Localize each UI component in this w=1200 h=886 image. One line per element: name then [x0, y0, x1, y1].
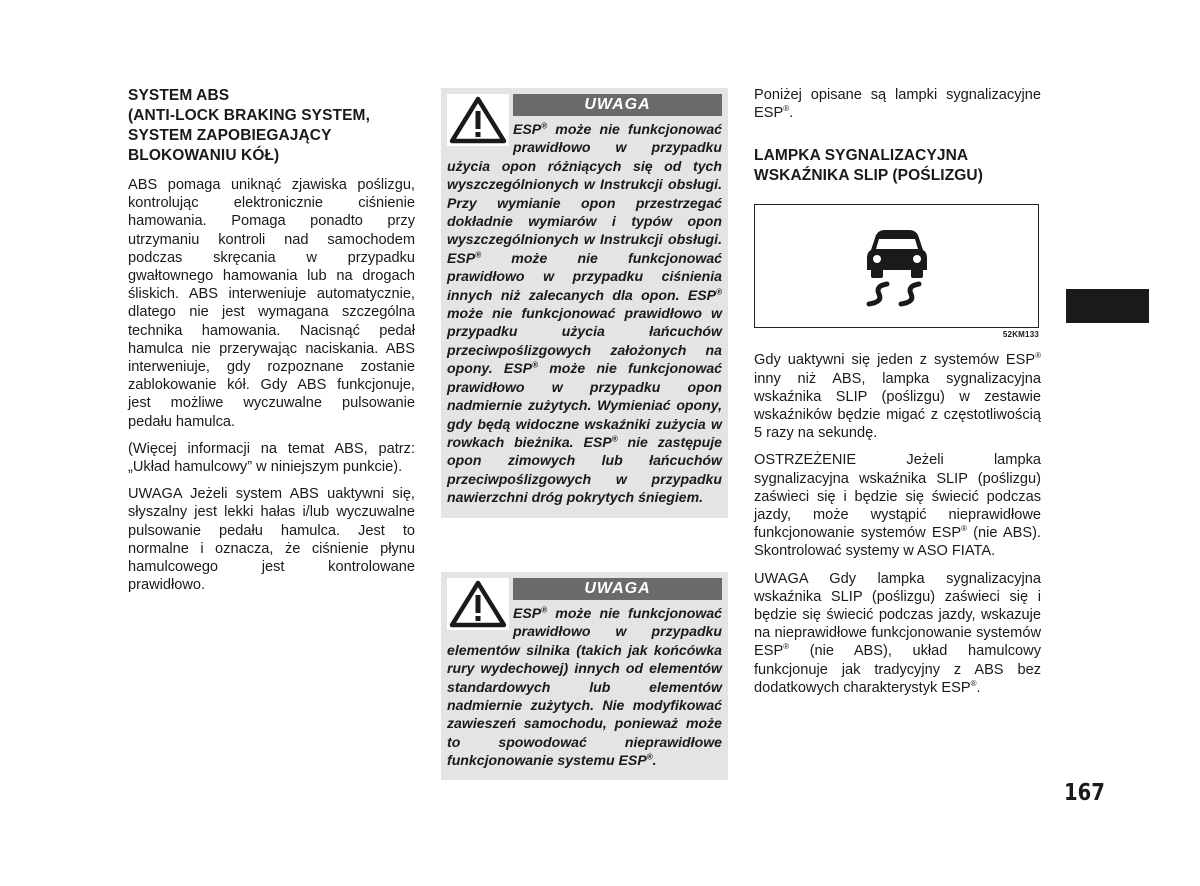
car-skid-icon	[857, 224, 937, 308]
abs-paragraph-3: UWAGA Jeżeli system ABS uaktywni się, słyszalny jest lekki hałas i/lub wyczuwalne pulsowanie pedału hamulca. Jest to normalne i oznacza, że ciśnienie płynu hamulcowego jest kontrolowane prawidłowo.	[128, 486, 415, 594]
slip-indicator-figure	[754, 204, 1039, 328]
slip-paragraph-3: UWAGA Gdy lampka sygnalizacyjna wskaźnika SLIP (poślizgu) zaświeci się i będzie się świecić podczas jazdy, wskazuje na nieprawidłowe funkcjonowanie systemów ESP® (nie ABS), układ hamulcowy funkcjonuje jak tradycyjny z ABS bez dodatkowych charakterystyk ESP®.	[754, 570, 1041, 696]
abs-paragraph-1: ABS pomaga uniknąć zjawiska poślizgu, kontrolując elektronicznie ciśnienie hamowania. Pomaga ponadto przy utrzymaniu kontroli nad samochodem podczas skręcania w przypadku gwałtownego hamowania lub na drogach śliskich. ABS interweniuje automatycznie, dlatego nie jest wymagana szczególna technika hamowania. Nacisnąć pedał hamulca nie przerywając naciskania. ABS interweniuje, gdy rozpoznane zostanie zablokowanie kół. Gdy ABS funkcjonuje, jest możliwe wyczuwalne pulsowanie pedału hamulca.	[128, 177, 415, 430]
slip-paragraph-2: OSTRZEŻENIE Jeżeli lampka sygnalizacyjna wskaźnika SLIP (poślizgu) zaświeci się i będzie się świecić podczas jazdy, może wystąpić nieprawidłowe funkcjonowanie systemów ESP® (nie ABS). Skontrolować systemy w ASO FIATA.	[754, 452, 1041, 560]
warning-text-content: ESP® może nie funkcjonować prawidłowo w przypadku elementów silnika (takich jak końcówka rury wydechowej) innych od elementów standardowych lub elementów nadmiernie zużytych. Nie modyfikować zawieszeń samochodu, ponieważ może to spowodować nieprawidłowe funkcjonowanie systemu ESP®.	[447, 605, 722, 769]
warning-title: UWAGA	[513, 578, 722, 600]
slip-heading-line: WSKAŹNIKA SLIP (POŚLIZGU)	[754, 167, 983, 185]
warning-text	[447, 604, 722, 770]
slip-heading	[754, 146, 1041, 186]
abs-heading-line: BLOKOWANIU KÓŁ)	[128, 147, 280, 164]
slip-heading-line: LAMPKA SYGNALIZACYJNA	[754, 147, 969, 165]
abs-paragraph-2: (Więcej informacji na temat ABS, patrz: „Układ hamulcowy” w niniejszym punkcie).	[128, 440, 415, 476]
slip-paragraph-1: Gdy uaktywni się jeden z systemów ESP® inny niż ABS, lampka sygnalizacyjna wskaźnika SLIP (poślizgu) w zestawie wskaźników będzie migać z częstotliwością 5 razy na sekundę.	[754, 351, 1041, 442]
chapter-tab-marker	[1066, 289, 1149, 323]
warning-box-engine	[441, 572, 728, 780]
esp-intro: Poniżej opisane są lampki sygnalizacyjne ESP®.	[754, 87, 1041, 122]
column-abs	[128, 86, 415, 603]
figure-code: 52KM133	[1002, 330, 1039, 340]
abs-heading-line: SYSTEM ZAPOBIEGAJĄCY	[128, 127, 332, 144]
warning-text-content: ESP® może nie funkcjonować prawidłowo w przypadku użycia opon różniących się od tych wyszczególnionych w Instrukcji obsługi. Przy wymianie opon przestrzegać dokładnie wymiarów i typów opon wyszczególnionych w Instrukcji obsługi. ESP® może nie funkcjonować prawidłowo w przypadku ciśnienia innych niż zalecanych dla opon. ESP® może nie funkcjonować prawidłowo w przypadku użycia łańcuchów przeciwpoślizgowych założonych na opony. ESP® może nie funkcjonować prawidłowo w przypadku opon nadmiernie zużytych. Wymieniać opony, gdy będą widoczne wskaźniki zużycia w rowkach bieżnika. ESP® nie zastępuje opon zimowych lub łańcuchów przeciwpoślizgowych w przypadku nawierzchni dróg pokrytych śniegiem.	[447, 121, 722, 506]
abs-heading-line: SYSTEM ABS	[128, 87, 230, 104]
column-slip	[754, 86, 1041, 706]
warning-text	[447, 120, 722, 507]
warning-box-tires	[441, 88, 728, 518]
warning-title: UWAGA	[513, 94, 722, 116]
abs-heading	[128, 86, 415, 166]
page-number: 167	[1064, 780, 1105, 806]
abs-heading-line: (ANTI-LOCK BRAKING SYSTEM,	[128, 107, 370, 124]
